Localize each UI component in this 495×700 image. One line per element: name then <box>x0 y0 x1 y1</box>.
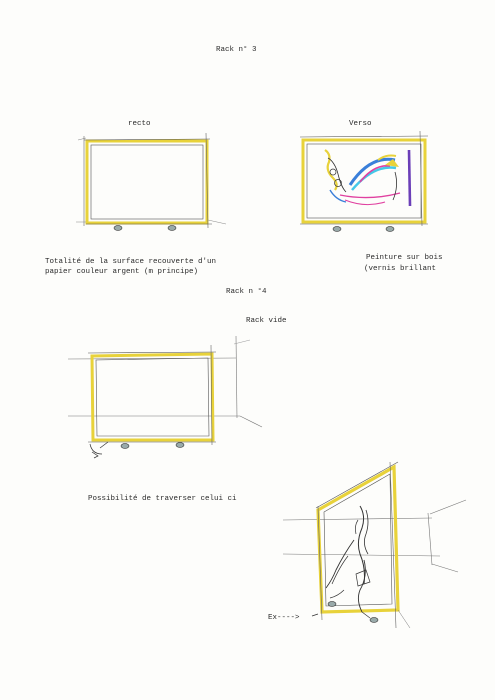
rack4-traversable-sketch <box>283 462 466 628</box>
note-traverser: Possibilité de traverser celui ci <box>88 495 237 503</box>
note-recto-line-2: papier couleur argent (m principe) <box>45 268 199 276</box>
rack3-recto-sketch <box>76 133 226 230</box>
note-recto-line-1: Totalité de la surface recouverte d'un <box>45 258 217 266</box>
heading-rack-3: Rack n° 3 <box>216 46 257 54</box>
label-rack-vide: Rack vide <box>246 317 287 325</box>
note-verso-line-2: (vernis brillant <box>364 265 437 273</box>
label-verso: Verso <box>349 120 372 128</box>
note-verso-line-1: Peinture sur bois <box>366 254 443 262</box>
label-recto: recto <box>128 120 151 128</box>
heading-rack-4: Rack n °4 <box>226 288 267 296</box>
rack4-empty-sketch <box>68 336 262 458</box>
label-exit-arrow: Ex----> <box>268 614 300 622</box>
rack3-verso-sketch <box>300 131 428 231</box>
